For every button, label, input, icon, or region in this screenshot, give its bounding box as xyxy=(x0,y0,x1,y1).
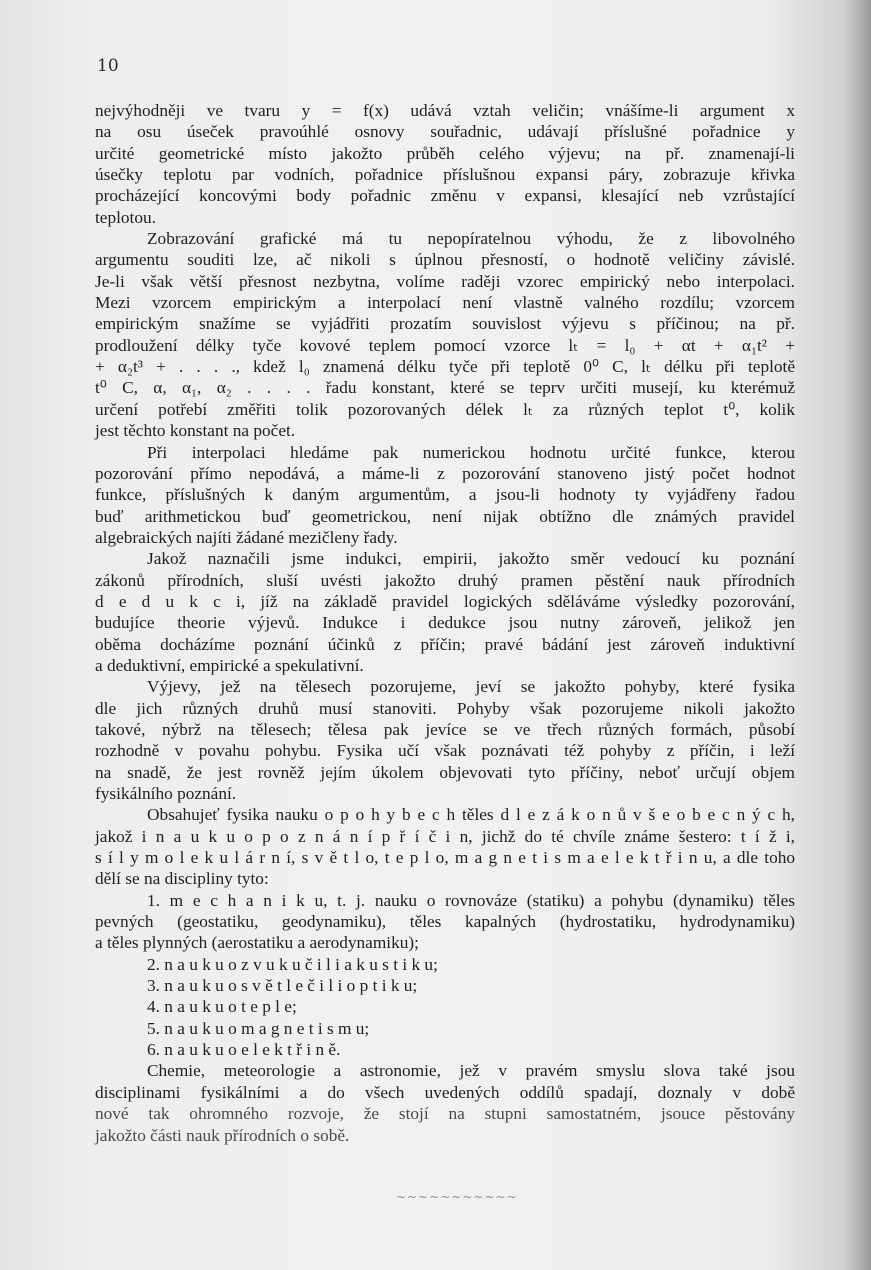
list-item: 1. m e c h a n i k u, t. j. nauku o rovnováze (statiku) a pohybu (dynamiku) těles xyxy=(147,890,795,910)
text-line: pozorování přímo nepodává, a máme-li z pozorování stanoveno jistý počet hodnot xyxy=(95,463,795,483)
text-line: d e d u k c i, jíž na základě pravidel logických sděláváme výsledky pozorování, xyxy=(95,591,795,611)
text-line: fysikálního poznání. xyxy=(95,784,237,803)
text-line: buď arithmetickou buď geometrickou, není nijak obtížno dle známých pravidel xyxy=(95,506,795,526)
text-line: t⁰ C, α, α₁, α₂ . . . . řadu konstant, které se teprv určiti musejí, ku kterémuž xyxy=(95,378,795,398)
text-line: nové tak ohromného rozvoje, že stojí na stupni samostatném, jsouce pěstovány xyxy=(95,1104,795,1124)
list-item-continuation: pevných (geostatiku, geodynamiku), těles kapalných (hydrostatiku, hydrodynamiku) xyxy=(95,912,795,932)
paragraph-start: Jakož naznačili jsme indukci, empirii, jakožto směr vedoucí ku poznání xyxy=(147,549,795,569)
footer-ornament: ~~~~~~~~~~~ xyxy=(396,1190,518,1204)
text-line: dělí se na discipliny tyto: xyxy=(95,869,269,889)
paragraph-start: Při interpolaci hledáme pak numerickou hodnotu určité funkce, kterou xyxy=(147,442,795,462)
paragraph-start: Výjevy, jež na tělesech pozorujeme, jeví se jakožto pohyby, které fysika xyxy=(147,677,795,697)
formula-line: prodloužení délky tyče kovové teplem pomocí vzorce lₜ = l₀ + αt + α₁t² + xyxy=(95,335,795,355)
text-line: argumentu souditi lze, ač nikoli s úplnou přesností, o hodnotě veličiny závislé. xyxy=(95,250,795,270)
text-line: rozhodně v povahu pohybu. Fysika učí však poznávati též pohyby z příčin, i leží xyxy=(95,741,795,761)
text-line: určení potřebí změřiti tolik pozorovaných délek lₜ za různých teplot t⁰, kolik xyxy=(95,399,795,419)
text-line: Je-li však větší přesnost nezbytna, volíme raději vzorec empirický nebo interpolaci. xyxy=(95,271,795,291)
body-text xyxy=(95,100,795,1146)
text-line: Mezi vzorcem empirickým a interpolací není vlastně valného rozdílu; vzorcem xyxy=(95,293,795,313)
text-line: teplotou. xyxy=(95,207,156,227)
text-line: budujíce theorie výjevů. Indukce i dedukce jsou nutny zároveň, jelikož jen xyxy=(95,613,795,633)
formula-line: + α₂t³ + . . . ., kdež l₀ znamená délku tyče při teplotě 0⁰ C, lₜ délku při teplotě xyxy=(95,357,795,377)
paragraph-start: Chemie, meteorologie a astronomie, jež v pravém smyslu slova také jsou xyxy=(147,1061,795,1081)
text-line: jest těchto konstant na počet. xyxy=(95,421,296,441)
text-line: oběma docházíme poznání účinků z příčin; pravé bádání jest zároveň induktivní xyxy=(95,634,795,654)
text-line: funkce, příslušných k daným argumentům, a jsou-li hodnoty ty vyjádřeny řadou xyxy=(95,485,795,505)
text-line: procházející koncovými body pořadnic změnu v expansi, klesající neb vzrůstající xyxy=(95,186,795,206)
text-line: určité geometrické místo jakožto průběh celého výjevu; na př. znamenají-li xyxy=(95,143,795,163)
text-line: takové, nýbrž na tělesech; tělesa pak jevíce se ve třech různých formách, působí xyxy=(95,719,795,739)
text-line: úsečky teplotu par vodních, pořadnice příslušnou expansi páry, zobrazuje křivka xyxy=(95,165,795,185)
list-item: 2. n a u k u o z v u k u č i l i a k u s t i k u; xyxy=(147,954,438,974)
text-line: empirickým snažíme se vyjádřiti prozatím souvislost výjevu s příčinou; na př. xyxy=(95,314,795,334)
text-line: zákonů přírodních, sluší uvésti jakožto druhý pramen pěstění nauk přírodních xyxy=(95,570,795,590)
page-number: 10 xyxy=(97,56,119,76)
list-item: 5. n a u k u o m a g n e t i s m u; xyxy=(147,1018,370,1038)
text-line: algebraických najíti žádané mezičleny řady. xyxy=(95,527,398,547)
list-item-continuation: a těles plynných (aerostatiku a aerodynamiku); xyxy=(95,933,419,953)
paragraph-start: Zobrazování grafické má tu nepopíratelnou výhodu, že z libovolného xyxy=(147,229,795,249)
list-item: 4. n a u k u o t e p l e; xyxy=(147,997,297,1017)
text-line: s í l y m o l e k u l á r n í, s v ě t l o, t e p l o, m a g n e t i s m a e l e k t ř i n u, a dle toho xyxy=(95,848,795,868)
list-item: 6. n a u k u o e l e k t ř i n ě. xyxy=(147,1040,341,1060)
text-line: disciplinami fysikálními a do všech uvedených oddílů spadají, doznaly v době xyxy=(95,1082,795,1102)
text-line: jakožto části nauk přírodních o sobě. xyxy=(95,1125,350,1145)
paragraph-start: Obsahujeť fysika nauku o p o h y b e c h těles d l e z á k o n ů v š e o b e c n ý c h, xyxy=(147,805,795,825)
text-line: dle jich různých druhů musí stanoviti. Pohyby však pozorujeme nikoli jakožto xyxy=(95,698,795,718)
text-line: a deduktivní, empirické a spekulativní. xyxy=(95,655,364,675)
text-line: na snadě, že jest rovněž jejím úkolem objevovati tyto příčiny, neboť určují objem xyxy=(95,762,795,782)
list-item: 3. n a u k u o s v ě t l e č i l i o p t i k u; xyxy=(147,976,418,996)
text-line: nejvýhodněji ve tvaru y = f(x) udává vztah veličin; vnášíme-li argument x xyxy=(95,101,795,120)
text-line: jakož i n a u k u o p o z n á n í p ř í č i n, jichž do té chvíle známe šestero: t í ž i, xyxy=(95,826,795,846)
text-line: na osu úseček pravoúhlé osnovy souřadnic, udávají příslušné pořadnice y xyxy=(95,122,795,142)
